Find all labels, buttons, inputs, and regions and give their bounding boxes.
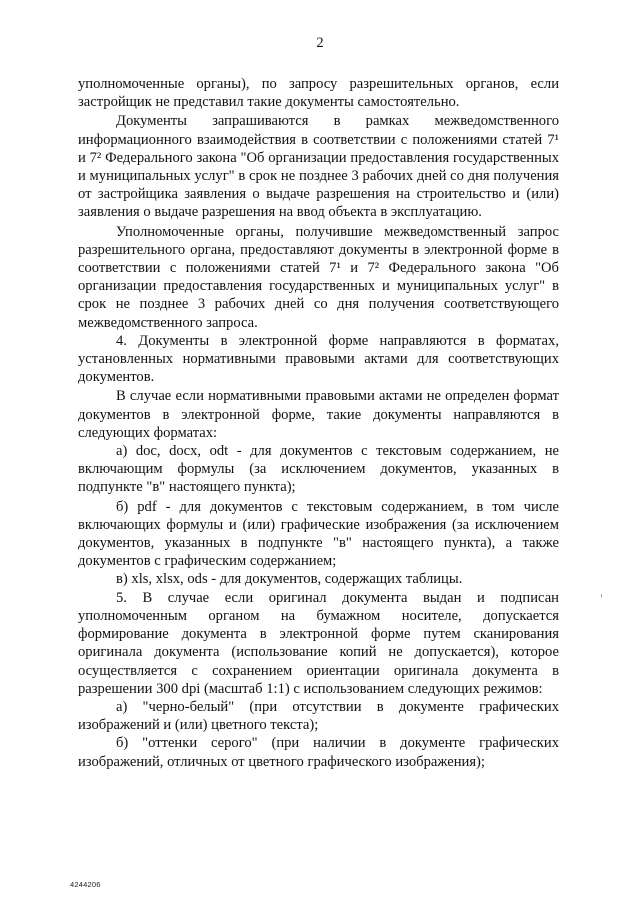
paragraph: Уполномоченные органы, получившие межведомственный запрос разрешительного органа, предоставляют документы в электронной форме в соответствии с положениями статей 7¹ и 7² Федерального закона "Об организации предоставления государственных и муниципальных услуг" в срок не позднее 3 рабочих дней со дня получения соответствующего межведомственного запроса. <box>78 223 559 331</box>
paragraph: уполномоченные органы), по запросу разрешительных органов, если застройщик не представил такие документы самостоятельно. <box>78 76 559 111</box>
list-item-b: б) "оттенки серого" (при наличии в документе графических изображений, отличных от цветного графического изображения); <box>78 735 559 770</box>
paragraph: Документы запрашиваются в рамках межведомственного информационного взаимодействия в соответствии с положениями статей 7¹ и 7² Федерального закона "Об организации предоставления государственных и муниципальных услуг" в срок не позднее 3 рабочих дней со дня получения от застройщика заявления о выдаче разрешения на строительство и (или) заявления о выдаче разрешения на ввод объекта в эксплуатацию. <box>78 113 559 221</box>
list-item-a: а) "черно-белый" (при отсутствии в документе графических изображений и (или) цветного текста); <box>78 698 559 734</box>
list-item-c: в) xls, xlsx, ods - для документов, содержащих таблицы. <box>116 571 463 588</box>
paragraph: В случае если нормативными правовыми актами не определен формат документов в электронной форме, такие документы направляются в следующих форматах: <box>78 388 559 441</box>
list-item-a: а) doc, docx, odt - для документов с текстовым содержанием, не включающим формулы (за исключением документов, указанных в подпункте "в" настоящего пункта); <box>78 443 559 496</box>
paragraph-item-4: 4. Документы в электронной форме направляются в форматах, установленных нормативными правовыми актами для соответствующих документов. <box>78 332 559 386</box>
list-item-b: б) pdf - для документов с текстовым содержанием, в том числе включающих формулы и (или) графические изображения (за исключением документов, указанных в подпункте "в" настоящего пункта), а также документов с графическим содержанием; <box>78 498 559 570</box>
page-number: 2 <box>316 35 324 51</box>
document-body <box>78 75 559 771</box>
footer-code: 4244206 <box>70 880 101 889</box>
paragraph-item-5: 5. В случае если оригинал документа выдан и подписан уполномоченным органом на бумажном носителе, допускается формирование документа в электронной форме путем сканирования оригинала документа (использование копий не допускается), которое осуществляется с сохранением ориентации оригинала документа в разрешении 300 dpi (масштаб 1:1) с использованием следующих режимов: <box>78 589 559 697</box>
scan-speck <box>601 594 602 597</box>
